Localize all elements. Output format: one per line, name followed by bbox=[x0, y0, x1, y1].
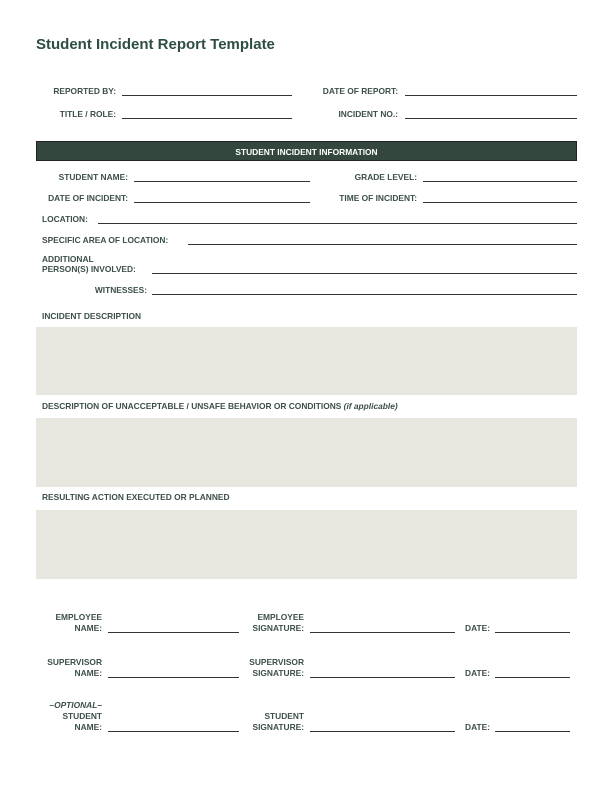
behavior-label bbox=[42, 401, 398, 411]
witnesses-label: WITNESSES: bbox=[94, 285, 147, 295]
grade-level-label: GRADE LEVEL: bbox=[354, 172, 417, 182]
date-of-report-label: DATE OF REPORT: bbox=[322, 86, 398, 96]
date-of-incident-field[interactable] bbox=[134, 202, 310, 203]
student-name-label: STUDENT NAME: bbox=[58, 172, 128, 182]
supervisor-name-field[interactable] bbox=[108, 677, 239, 678]
date-of-report-field[interactable] bbox=[405, 95, 577, 96]
employee-date-label: DATE: bbox=[465, 623, 490, 633]
student-name-label-1: STUDENT bbox=[62, 711, 102, 721]
supervisor-name-label-2: NAME: bbox=[74, 668, 102, 678]
time-of-incident-label: TIME OF INCIDENT: bbox=[339, 193, 417, 203]
incident-description-box[interactable] bbox=[36, 327, 577, 395]
incident-description-label: INCIDENT DESCRIPTION bbox=[42, 311, 142, 321]
optional-label: –OPTIONAL– bbox=[49, 700, 102, 710]
supervisor-date-label: DATE: bbox=[465, 668, 490, 678]
date-of-incident-label: DATE OF INCIDENT: bbox=[48, 193, 128, 203]
supervisor-signature-label-1: SUPERVISOR bbox=[249, 657, 304, 667]
reported-by-field[interactable] bbox=[122, 95, 292, 96]
specific-area-label: SPECIFIC AREA OF LOCATION: bbox=[42, 235, 169, 245]
student-signature-field[interactable] bbox=[310, 731, 455, 732]
behavior-label-note: (if applicable) bbox=[343, 401, 398, 411]
student-name-label-2: NAME: bbox=[74, 722, 102, 732]
student-signature-label-1: STUDENT bbox=[264, 711, 304, 721]
time-of-incident-field[interactable] bbox=[423, 202, 577, 203]
employee-name-field[interactable] bbox=[108, 632, 239, 633]
student-date-field[interactable] bbox=[495, 731, 570, 732]
supervisor-name-label-1: SUPERVISOR bbox=[47, 657, 102, 667]
student-signature-label-2: SIGNATURE: bbox=[252, 722, 304, 732]
supervisor-date-field[interactable] bbox=[495, 677, 570, 678]
supervisor-signature-field[interactable] bbox=[310, 677, 455, 678]
supervisor-signature-label-2: SIGNATURE: bbox=[252, 668, 304, 678]
employee-date-field[interactable] bbox=[495, 632, 570, 633]
student-name-field[interactable] bbox=[134, 181, 310, 182]
student-signoff-name-field[interactable] bbox=[108, 731, 239, 732]
resulting-action-label: RESULTING ACTION EXECUTED OR PLANNED bbox=[42, 492, 230, 502]
page-title: Student Incident Report Template bbox=[36, 36, 275, 53]
employee-signature-field[interactable] bbox=[310, 632, 455, 633]
specific-area-field[interactable] bbox=[188, 244, 577, 245]
additional-persons-field[interactable] bbox=[152, 273, 577, 274]
reported-by-label: REPORTED BY: bbox=[53, 86, 116, 96]
incident-no-field[interactable] bbox=[405, 118, 577, 119]
location-label: LOCATION: bbox=[42, 214, 88, 224]
title-role-field[interactable] bbox=[122, 118, 292, 119]
employee-name-label-2: NAME: bbox=[74, 623, 102, 633]
grade-level-field[interactable] bbox=[423, 181, 577, 182]
location-field[interactable] bbox=[98, 223, 577, 224]
section-header-band: STUDENT INCIDENT INFORMATION bbox=[36, 141, 577, 161]
employee-name-label-1: EMPLOYEE bbox=[55, 612, 102, 622]
employee-signature-label-1: EMPLOYEE bbox=[257, 612, 304, 622]
behavior-box[interactable] bbox=[36, 418, 577, 487]
additional-label-line2: PERSON(S) INVOLVED: bbox=[42, 264, 136, 274]
behavior-label-text: DESCRIPTION OF UNACCEPTABLE / UNSAFE BEHAVIOR OR CONDITIONS bbox=[42, 401, 342, 411]
additional-label-line1: ADDITIONAL bbox=[42, 254, 94, 264]
employee-signature-label-2: SIGNATURE: bbox=[252, 623, 304, 633]
title-role-label: TITLE / ROLE: bbox=[59, 109, 116, 119]
witnesses-field[interactable] bbox=[152, 294, 577, 295]
student-date-label: DATE: bbox=[465, 722, 490, 732]
resulting-action-box[interactable] bbox=[36, 510, 577, 579]
incident-no-label: INCIDENT NO.: bbox=[338, 109, 398, 119]
